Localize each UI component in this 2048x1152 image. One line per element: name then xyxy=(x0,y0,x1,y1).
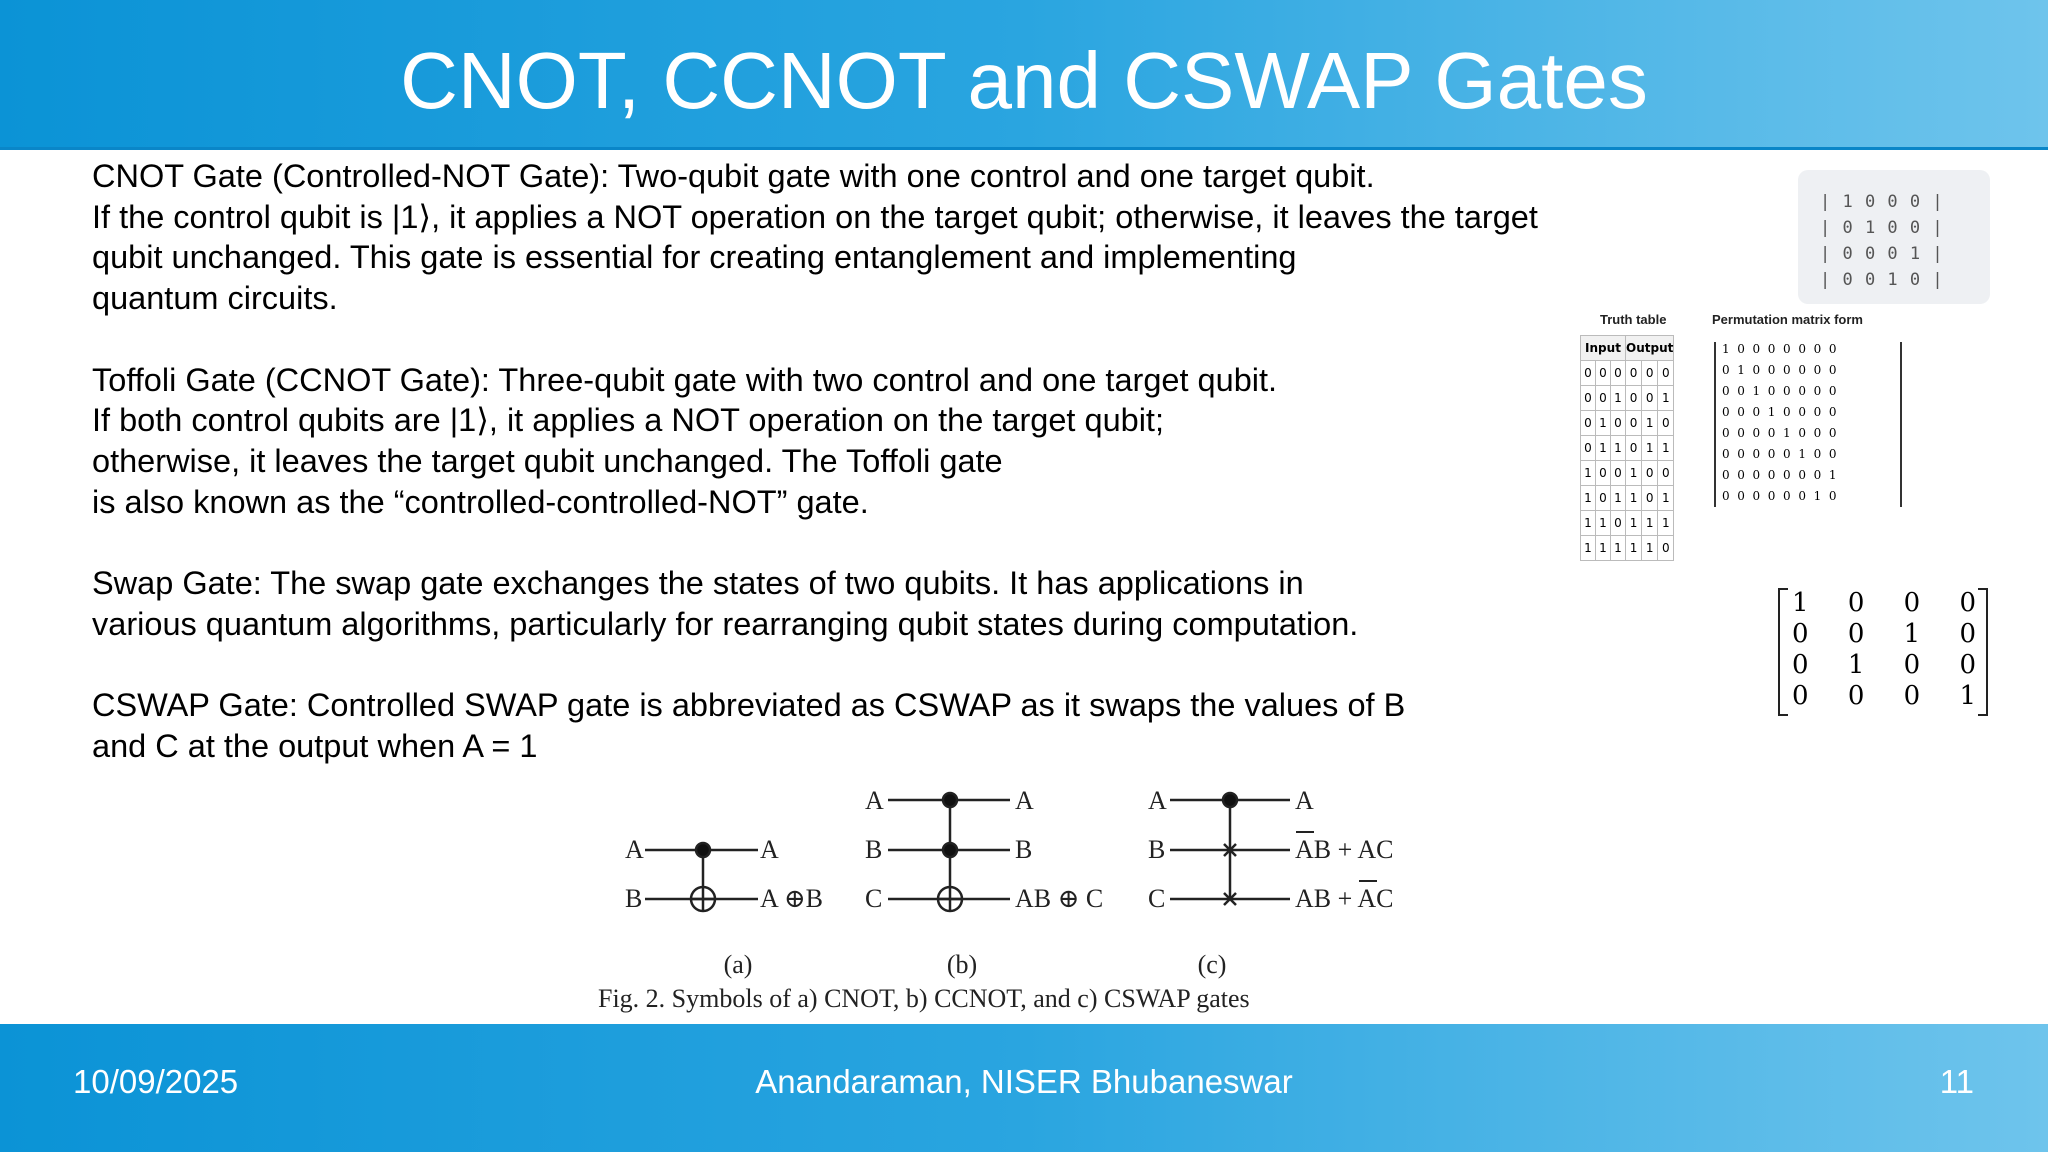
truth-table-cell: 1 xyxy=(1626,486,1642,511)
truth-table-cell: 1 xyxy=(1581,461,1596,486)
body-line: qubit unchanged. This gate is essential for creating entanglement and implementing xyxy=(92,239,1297,276)
truth-header-output: Output xyxy=(1626,336,1674,361)
truth-table-row xyxy=(1581,486,1674,511)
truth-table-cell: 0 xyxy=(1658,361,1674,386)
perm-row: 0 0 1 0 0 0 0 0 xyxy=(1722,384,1837,398)
footer-date: 10/09/2025 xyxy=(73,1063,239,1100)
permutation-matrix-title: Permutation matrix form xyxy=(1712,312,1863,327)
circuit-b-input-a: A xyxy=(865,786,884,815)
body-line: If both control qubits are |1⟩, it applies a NOT operation on the target qubit; xyxy=(92,402,1164,439)
truth-table-cell: 0 xyxy=(1626,386,1642,411)
truth-table-cell: 0 xyxy=(1581,436,1596,461)
truth-table-cell: 1 xyxy=(1581,511,1596,536)
truth-table-row xyxy=(1581,461,1674,486)
circuit-c-input-b: B xyxy=(1148,835,1166,864)
matrix-left-bracket xyxy=(1778,588,1788,716)
truth-table-cell: 1 xyxy=(1581,536,1596,561)
circuit-b-input-c: C xyxy=(865,884,883,913)
matrix-row: | 0 1 0 0 | xyxy=(1820,218,1944,238)
truth-table-cell: 0 xyxy=(1626,436,1642,461)
paragraph-toffoli xyxy=(92,360,1732,523)
circuit-b-label: (b) xyxy=(946,950,978,979)
truth-table-row xyxy=(1581,361,1674,386)
perm-row: 1 0 0 0 0 0 0 0 xyxy=(1722,342,1837,356)
body-line: Toffoli Gate (CCNOT Gate): Three-qubit gate with two control and one target qubit. xyxy=(92,361,1278,398)
truth-table-cell: 1 xyxy=(1658,436,1674,461)
circuit-b-input-b: B xyxy=(865,835,883,864)
truth-table-cell: 0 xyxy=(1596,361,1611,386)
cnot-matrix-image xyxy=(1798,170,1990,304)
truth-table-cell: 1 xyxy=(1642,411,1658,436)
matrix-cell: 0 xyxy=(1847,619,1865,649)
matrix-cell: 0 xyxy=(1792,619,1809,649)
truth-table-cell: 1 xyxy=(1611,486,1626,511)
truth-table-title: Truth table xyxy=(1600,312,1667,327)
truth-table-cell: 0 xyxy=(1658,411,1674,436)
circuit-a-output-a: A xyxy=(760,835,779,864)
body-line: is also known as the “controlled-controlled-NOT” gate. xyxy=(92,483,869,520)
paragraph-swap xyxy=(92,563,1732,644)
gate-symbols-figure xyxy=(590,770,1410,1020)
truth-table-cell: 1 xyxy=(1611,436,1626,461)
truth-table-cell: 0 xyxy=(1596,486,1611,511)
matrix-row: | 1 0 0 0 | xyxy=(1820,192,1944,212)
truth-table-cell: 1 xyxy=(1658,486,1674,511)
body-line: various quantum algorithms, particularly for rearranging qubit states during computation. xyxy=(92,605,1359,642)
matrix-cell: 1 xyxy=(1792,588,1809,618)
matrix-cell: 0 xyxy=(1792,650,1809,680)
matrix-cell: 0 xyxy=(1903,650,1921,680)
slide-body xyxy=(92,156,1732,807)
truth-table-cell: 0 xyxy=(1581,411,1596,436)
truth-table-cell: 0 xyxy=(1658,536,1674,561)
circuit-c-label: (c) xyxy=(1197,950,1227,979)
matrix-cell: 0 xyxy=(1959,619,1976,649)
truth-table-cell: 1 xyxy=(1596,536,1611,561)
body-line: Swap Gate: The swap gate exchanges the states of two qubits. It has applications in xyxy=(92,565,1304,601)
control-dot xyxy=(943,793,957,807)
truth-table-cell: 1 xyxy=(1626,511,1642,536)
truth-table-cell: 0 xyxy=(1626,411,1642,436)
control-dot xyxy=(696,843,710,857)
truth-table-cell: 1 xyxy=(1596,511,1611,536)
matrix-row: | 0 0 1 0 | xyxy=(1820,270,1944,290)
truth-table-cell: 1 xyxy=(1642,436,1658,461)
circuit-c-input-a: A xyxy=(1148,786,1167,815)
truth-header-input: Input xyxy=(1581,336,1626,361)
truth-table-cell: 0 xyxy=(1581,386,1596,411)
body-line: and C at the output when A = 1 xyxy=(92,727,538,764)
matrix-cell: 0 xyxy=(1959,650,1976,680)
slide-title: CNOT, CCNOT and CSWAP Gates xyxy=(400,36,1648,125)
truth-table-header xyxy=(1581,336,1674,361)
truth-table-cell: 0 xyxy=(1611,461,1626,486)
truth-table-cell: 1 xyxy=(1581,486,1596,511)
perm-row: 0 1 0 0 0 0 0 0 xyxy=(1722,363,1837,377)
toffoli-truth-table xyxy=(1580,335,1674,561)
truth-table-cell: 0 xyxy=(1596,386,1611,411)
control-dot xyxy=(943,843,957,857)
matrix-cell: 0 xyxy=(1959,588,1976,618)
figure-caption: Fig. 2. Symbols of a) CNOT, b) CCNOT, and c) CSWAP gates xyxy=(598,984,1250,1013)
truth-table-cell: 0 xyxy=(1596,461,1611,486)
matrix-right-bracket xyxy=(1978,588,1988,716)
swap-matrix xyxy=(1778,588,1988,712)
truth-table-row xyxy=(1581,436,1674,461)
control-dot xyxy=(1223,793,1237,807)
truth-table-cell: 1 xyxy=(1642,536,1658,561)
circuit-c-input-c: C xyxy=(1148,884,1166,913)
body-line: CSWAP Gate: Controlled SWAP gate is abbreviated as CSWAP as it swaps the values of B xyxy=(92,687,1406,724)
circuit-c-output-b: AB + AC xyxy=(1295,835,1394,864)
perm-row: 0 0 0 1 0 0 0 0 xyxy=(1722,405,1837,419)
matrix-row: | 0 0 0 1 | xyxy=(1820,244,1944,264)
paragraph-cnot xyxy=(92,156,1732,319)
circuit-a-input-a: A xyxy=(625,835,644,864)
truth-table-cell: 0 xyxy=(1642,361,1658,386)
truth-table-cell: 0 xyxy=(1642,386,1658,411)
perm-row: 0 0 0 0 0 1 0 0 xyxy=(1722,447,1837,461)
matrix-cell: 0 xyxy=(1792,681,1809,711)
circuit-b-output-a: A xyxy=(1015,786,1034,815)
footer-author: Anandaraman, NISER Bhubaneswar xyxy=(755,1063,1293,1100)
body-line: If the control qubit is |1⟩, it applies a NOT operation on the target qubit; otherwise, it leaves the target xyxy=(92,198,1538,235)
truth-table-cell: 1 xyxy=(1596,436,1611,461)
matrix-cell: 0 xyxy=(1903,588,1921,618)
truth-table-cell: 1 xyxy=(1626,461,1642,486)
body-line: quantum circuits. xyxy=(92,280,338,317)
truth-table-cell: 1 xyxy=(1626,536,1642,561)
circuit-b-output-b: B xyxy=(1015,835,1033,864)
truth-table-cell: 0 xyxy=(1642,461,1658,486)
truth-table-cell: 1 xyxy=(1611,386,1626,411)
truth-table-row xyxy=(1581,511,1674,536)
matrix-cell: 1 xyxy=(1847,650,1865,680)
footer-page-number: 11 xyxy=(1939,1063,1974,1100)
truth-table-cell: 0 xyxy=(1626,361,1642,386)
truth-table-cell: 0 xyxy=(1611,361,1626,386)
truth-table-cell: 0 xyxy=(1658,461,1674,486)
truth-table-cell: 0 xyxy=(1611,411,1626,436)
truth-table-row xyxy=(1581,536,1674,561)
circuit-c-output-c: AB + AC xyxy=(1295,884,1394,913)
circuit-a-output-b: A ⊕B xyxy=(760,884,823,913)
truth-table-row xyxy=(1581,411,1674,436)
perm-row: 0 0 0 0 1 0 0 0 xyxy=(1722,426,1837,440)
title-underline xyxy=(0,147,2048,150)
body-line: CNOT Gate (Controlled-NOT Gate): Two-qubit gate with one control and one target qubit. xyxy=(92,158,1375,194)
matrix-cell: 0 xyxy=(1847,681,1865,711)
truth-table-cell: 0 xyxy=(1642,486,1658,511)
truth-table-cell: 1 xyxy=(1658,511,1674,536)
truth-table-body xyxy=(1581,361,1674,561)
truth-table-cell: 0 xyxy=(1611,511,1626,536)
circuit-a-label: (a) xyxy=(723,950,753,979)
truth-table-cell: 1 xyxy=(1642,511,1658,536)
body-line: otherwise, it leaves the target qubit unchanged. The Toffoli gate xyxy=(92,442,1003,479)
toffoli-permutation-matrix xyxy=(1714,342,1902,507)
perm-row: 0 0 0 0 0 0 1 0 xyxy=(1722,489,1837,503)
truth-table-row xyxy=(1581,386,1674,411)
perm-row: 0 0 0 0 0 0 0 1 xyxy=(1722,468,1837,482)
truth-table-cell: 1 xyxy=(1658,386,1674,411)
matrix-cell: 1 xyxy=(1903,619,1921,649)
matrix-cell: 0 xyxy=(1847,588,1865,618)
matrix-cell: 0 xyxy=(1903,681,1921,711)
circuit-b-output-c: AB ⊕ C xyxy=(1015,884,1104,913)
truth-table-cell: 1 xyxy=(1596,411,1611,436)
matrix-cell: 1 xyxy=(1959,681,1976,711)
footer-bar xyxy=(0,1024,2048,1152)
circuit-c-output-a: A xyxy=(1295,786,1314,815)
truth-table-cell: 0 xyxy=(1581,361,1596,386)
paragraph-cswap xyxy=(92,685,1732,766)
truth-table-cell: 1 xyxy=(1611,536,1626,561)
circuit-a-input-b: B xyxy=(625,884,643,913)
